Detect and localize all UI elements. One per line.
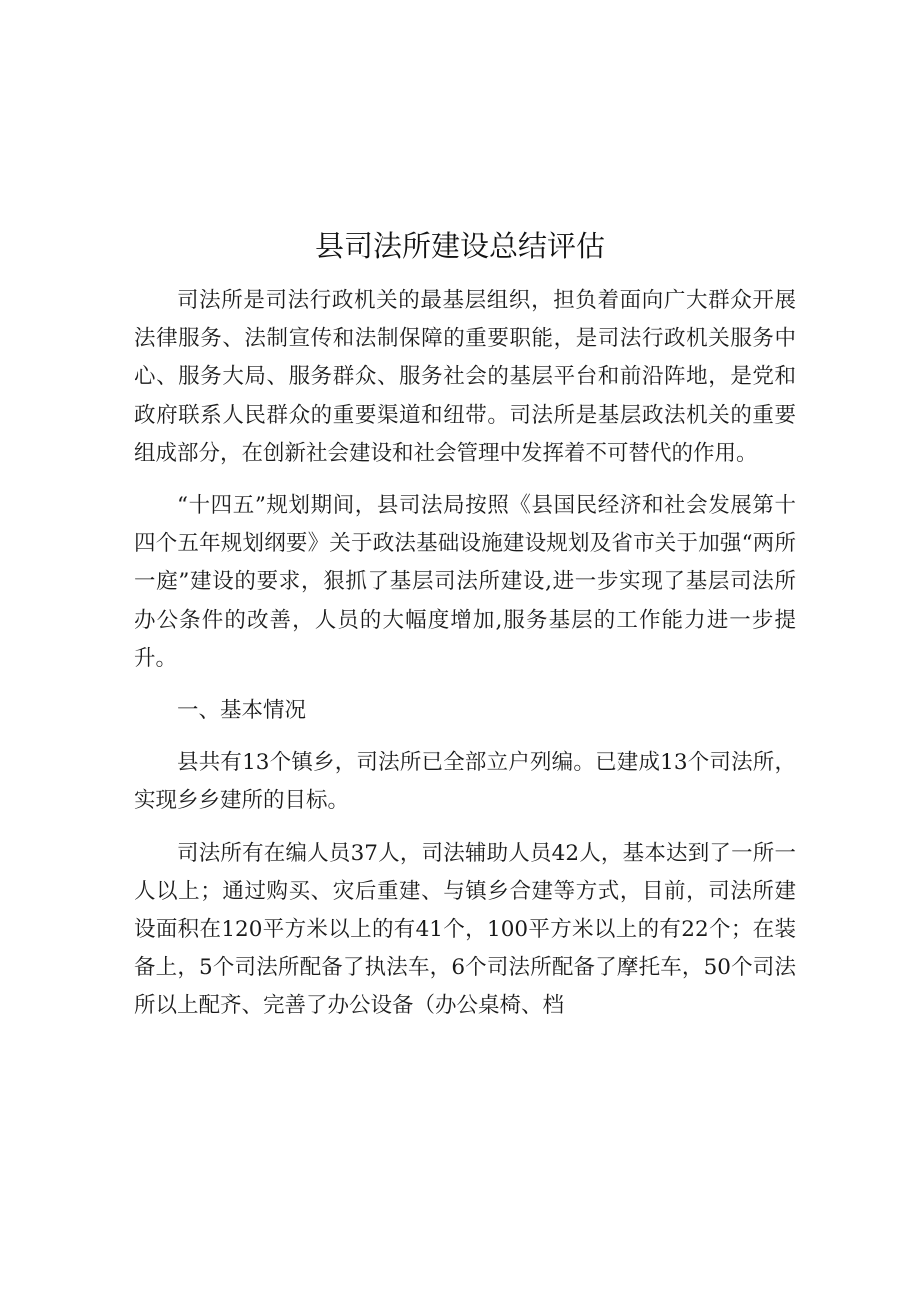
paragraph-intro: 司法所是司法行政机关的最基层组织，担负着面向广大群众开展法律服务、法制宣传和法制保障的重要职能，是司法行政机关服务中心、服务大局、服务群众、服务社会的基层平台和前沿阵地，是党和政府联系人民群众的重要渠道和纽带。司法所是基层政法机关的重要组成部分，在创新社会建设和社会管理中发挥着不可替代的作用。 [134, 288, 796, 466]
section-heading-basic-situation: 一、基本情况 [177, 698, 307, 724]
paragraph-plan-period: “十四五”规划期间，县司法局按照《县国民经济和社会发展第十四个五年规划纲要》关于政法基础设施建设规划及省市关于加强“两所一庭”建设的要求，狠抓了基层司法所建设,进一步实现了基层司法所办公条件的改善，人员的大幅度增加,服务基层的工作能力进一步提升。 [134, 493, 796, 671]
paragraph-township-count: 县共有13个镇乡，司法所已全部立户列编。已建成13个司法所，实现乡乡建所的目标。 [134, 750, 796, 814]
document-title: 县司法所建设总结评估 [314, 229, 605, 263]
document-body [134, 282, 796, 1040]
paragraph-staff-and-equipment: 司法所有在编人员37人，司法辅助人员42人，基本达到了一所一人以上；通过购买、灾后重建、与镇乡合建等方式，目前，司法所建设面积在120平方米以上的有41个，100平方米以上的有22个；在装备上，5个司法所配备了执法车，6个司法所配备了摩托车，50个司法所以上配齐、完善了办公设备（办公桌椅、档 [134, 840, 796, 1019]
